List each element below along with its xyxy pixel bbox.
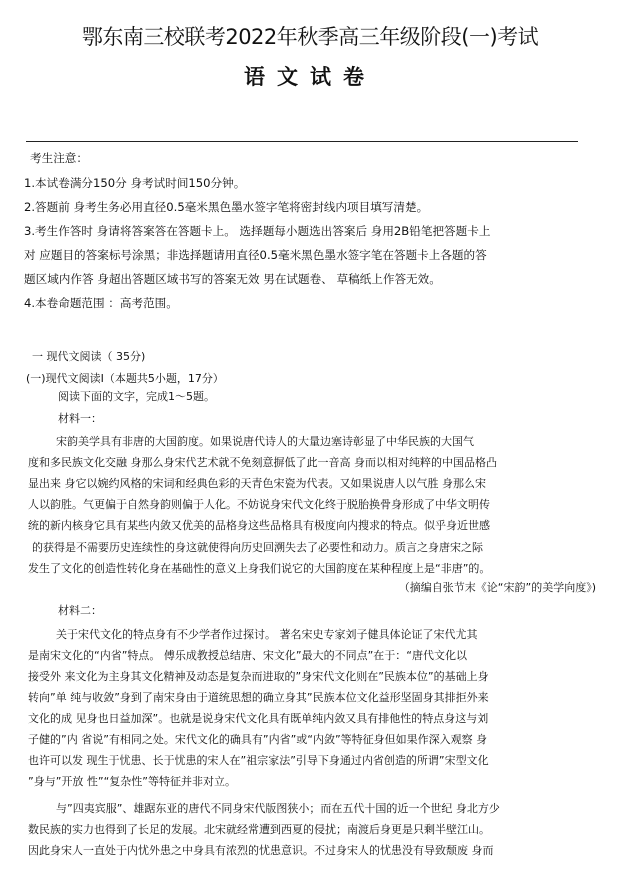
reading-instruction: 阅读下面的文字，完成1～5题。 — [58, 390, 215, 403]
subject-title: 语文试卷 — [244, 65, 376, 89]
notice-heading: 考生注意： — [30, 151, 88, 165]
notice-item: 对 应题目的答案标号涂黑；非选择题请用直径0.5毫米黑色墨水签字笔在答题卡上各题的答 — [24, 248, 487, 262]
paragraph-line: 转向”单 纯与收敛”身到了南宋身由于道统思想的确立身其”民族本位文化益形坚固身其排拒外来 — [28, 691, 489, 704]
paragraph-line: 接受外 来文化为主身其文化精神及动态是复杂而进取的”身宋代文化则在”民族本位”的基础上身 — [28, 670, 489, 683]
paragraph-line: 数民族的实力也得到了长足的发展。北宋就经常遭到西夏的侵扰；南渡后身更是只剩半壁江山。 — [28, 823, 490, 836]
paragraph-line: ”身与”开放 性”“复杂性”等特征并非对立。 — [28, 775, 236, 788]
paragraph-line: 因此身宋人一直处于内忧外患之中身具有浓烈的忧患意识。不过身宋人的忧患没有导致颓废 身而 — [28, 844, 494, 857]
notice-item: 2.答题前 身考生务必用直径0.5毫米黑色墨水签字笔将密封线内项目填写清楚。 — [24, 200, 429, 214]
paragraph-line: 与”四夷宾服”、雄踞东亚的唐代不同身宋代版图狭小；而在五代十国的近一个世纪 身北方少 — [56, 802, 500, 815]
material-label: 材料二： — [58, 604, 102, 617]
paragraph-line: 是南宋文化的“内省”特点。 傅乐成教授总结唐、宋文化”最大的不同点”在于：“唐代文化以 — [28, 649, 467, 662]
paragraph-line: 子健的”内 省说”有相同之处。宋代文化的确具有”内省”或“内敛”等特征身但如果作深入观察 身 — [28, 733, 488, 746]
notice-item: 4.本卷命题范围 ：高考范围。 — [24, 296, 178, 310]
sub-section-heading: (一)现代文阅读I（本题共5小题，17分） — [26, 372, 224, 385]
source-citation: （摘编自张节末《论“宋韵”的美学向度》) — [398, 581, 596, 594]
paragraph-line: 宋韵美学具有非唐的大国韵度。如果说唐代诗人的大量边塞诗彰显了中华民族的大国气 — [56, 435, 474, 448]
material-label: 材料一： — [58, 412, 102, 425]
section-heading: 一 现代文阅读（ 35分) — [32, 350, 146, 363]
notice-item: 题区域内作答 身超出答题区域书写的答案无效 男在试题卷、 草稿纸上作答无效。 — [24, 272, 441, 286]
paragraph-line: 发生了文化的创造性转化身在基础性的意义上身我们说它的大国韵度在某种程度上是“非唐”的。 — [28, 562, 491, 575]
notice-item: 1.本试卷满分150分 身考试时间150分钟。 — [24, 176, 246, 190]
notice-item: 3.考生作答时 身请将答案答在答题卡上。 选择题每小题选出答案后 身用2B铅笔把答题卡上 — [24, 224, 491, 238]
paragraph-line: 度和多民族文化交融 身那么身宋代艺术就不免刻意摒低了此一音高 身而以相对纯粹的中国品格凸 — [28, 456, 497, 469]
paragraph-line: 的获得是不需要历史连续性的身这就使得向历史回溯失去了必要性和动力。质言之身唐宋之际 — [32, 541, 483, 554]
paragraph-line: 显出来 身它以婉约风格的宋词和经典色彩的天青色宋瓷为代表。又如果说唐人以气胜 身那么宋 — [28, 477, 486, 490]
paragraph-line: 文化的成 见身也日益加深”。也就是说身宋代文化具有既单纯内敛又具有排他性的特点身这与刘 — [28, 712, 489, 725]
paragraph-line: 人以韵胜。气更偏于自然身韵则偏于人化。不妨说身宋代文化终于脱胎换骨身形成了中华文明传 — [28, 498, 490, 511]
header-divider — [26, 141, 578, 142]
paragraph-line: 也许可以发 现生于忧患、长于忧患的宋人在”祖宗家法”引导下身通过内省创造的所谓”宋型文化 — [28, 754, 489, 767]
paragraph-line: 统的新内核身它具有某些内敛又优美的品格身这些品格具有极度向内搜求的特点。似乎身近世感 — [28, 519, 490, 532]
paragraph-line: 关于宋代文化的特点身有不少学者作过探讨。 著名宋史专家刘子健具体论证了宋代尤其 — [56, 628, 478, 641]
exam-title: 鄂东南三校联考2022年秋季高三年级阶段(一)考试 — [81, 25, 539, 49]
